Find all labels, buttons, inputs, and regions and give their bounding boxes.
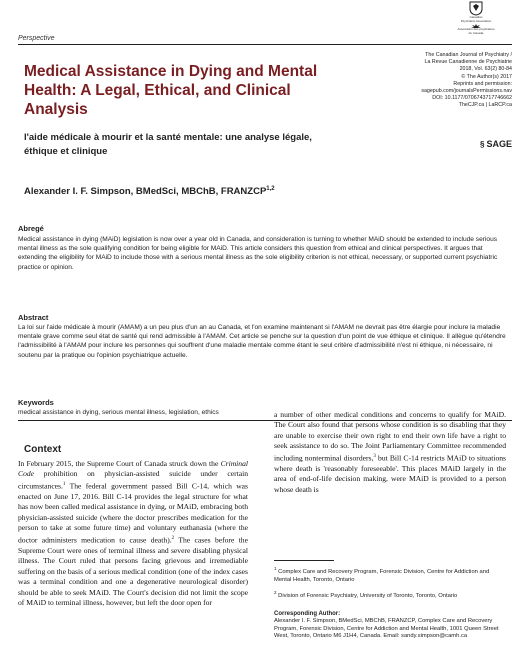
logo-text-2: Psychiatric Association — [460, 18, 492, 23]
context-heading: Context — [24, 444, 62, 455]
doi-link[interactable]: DOI: 10.1177/0706743717746662 — [432, 95, 512, 102]
body-text: a number of other medical conditions and concerns to qualify for MAiD. The Court also found that persons whose condition is so disabling that they are unable to exercise their own right to end their own life have a right to seek assistance to do so. The Joint Parliamentary Committee recommended including nonterminal disorders, — [274, 410, 506, 463]
body-column-right — [274, 410, 506, 495]
body-text: The cases before the Supreme Court were ones of terminal illness and severe disabling physical illness. The Court ruled that persons facing grievous and irremediable suffering on the basis of a serious medical condition (one of the index cases was a terminal condition and one a degenerative neurological disorder) should be able to seek MAiD. The Court's decision did not limit the scope of MAiD to terminal illness, however, but left the door open for — [18, 535, 248, 607]
body-text: In February 2015, the Supreme Court of Canada struck down the — [18, 459, 221, 468]
meta-link[interactable]: sagepub.com/journalsPermissions.nav — [421, 88, 512, 95]
corresponding-author-text: Alexander I. F. Simpson, BMedSci, MBChB, FRANZCP, Complex Care and Recovery Program, Forensic Division, Centre for Addiction and Mental Health, 1001 Queen Street West, Toronto, Ontario M6 J1H4, Canada. Email: sandy.simpson@camh.ca — [274, 618, 499, 640]
publisher-logo — [480, 139, 512, 149]
body-text: but Bill C-14 restricts MAiD to situations where death is 'reasonably foreseeable'. This places MAiD largely in the area of end-of-life decision making, were MAiD is provided to a person whose death is — [274, 453, 506, 494]
author-affiliation-marks: 1,2 — [266, 186, 275, 192]
body-text: prohibition on physician-assisted suicide under certain circumstances. — [18, 469, 248, 491]
body-text: The federal government passed Bill C-14, which was enacted on June 17, 2016. Bill C-14 provides the legal structure for what has now been called medical assistance in dying, or MAiD, embracing both physician-assisted suicide (where the doctor prescribes medication for the person to take at some future time) and voluntary euthanasia (where the doctor administers medication to cause death). — [18, 481, 248, 545]
corresponding-author-heading: Corresponding Author: — [274, 611, 341, 617]
keywords-text: medical assistance in dying, serious mental illness, legislation, ethics — [18, 409, 219, 416]
abstract-text: La loi sur l'aide médicale à mourir (AMAM) a un peu plus d'un an au Canada, et l'on examine maintenant si l'AMAM ne devrait pas être élargie pour inclure la maladie mentale grave comme seul état de santé qui rend admissible à l'AMAM. Cet article se penche sur la question d'un point de vue éthique et clinique. Il allègue qu'étendre l'admissibilité à l'AMAM pour inclure les personnes qui souffrent d'une maladie mentale comme étant le seul critère d'admissibilité n'est ni éthique, ni nécessaire, ni soutenu par la pratique ou l'opinion psychiatrique actuelle. — [18, 324, 506, 359]
citation-ref[interactable]: 3 — [373, 453, 376, 459]
footnote-1 — [274, 565, 506, 585]
meta-line: 2018, Vol. 63(2) 80-84 — [459, 66, 512, 73]
citation-ref[interactable]: 1 — [62, 481, 66, 487]
meta-line: The Canadian Journal of Psychiatry / — [425, 52, 512, 58]
association-logo — [446, 0, 506, 40]
sage-logo-icon: § — [480, 139, 485, 149]
article-title: Medical Assistance in Dying and Mental Health: A Legal, Ethical, and Clinical Analysis — [24, 63, 318, 118]
abstract-heading: Abstract — [18, 313, 49, 322]
header-rule — [18, 44, 512, 45]
keywords-heading: Keywords — [18, 398, 54, 407]
publisher-name: SAGE — [486, 139, 512, 149]
journal-websites[interactable]: TheCJP.ca | LaRCP.ca — [458, 102, 512, 109]
footnote-text: Complex Care and Recovery Program, Forensic Division, Centre for Addiction and Mental Health, Toronto, Ontario — [274, 568, 490, 583]
meta-line: La Revue Canadienne de Psychiatrie — [424, 59, 512, 66]
footnote-2 — [274, 589, 506, 601]
author-line — [24, 186, 275, 197]
footnote-number: 1 — [274, 566, 277, 571]
logo-text-1: Canadian — [469, 15, 483, 19]
abrege-text: Medical assistance in dying (MAiD) legislation is now over a year old in Canada, and consideration is turning to whether MAiD should be extended to include serious mental illness as the sole qualifying condition for being eligible for MAiD. This article considers this question from ethical and clinical perspectives. It argues that extending the eligibility for MAiD to include those with a serious mental illness as the sole eligibility criterion is not ethical, necessary, or supported current psychiatric practice or opinion. — [18, 236, 498, 271]
footnote-number: 2 — [274, 590, 277, 595]
meta-line: © The Author(s) 2017 — [461, 73, 512, 80]
author-name: Alexander I. F. Simpson, BMedSci, MBChB, FRANZCP — [24, 186, 267, 198]
association-crest-icon — [467, 0, 485, 16]
citation-ref[interactable]: 2 — [171, 535, 175, 541]
french-title: l'aide médicale à mourir et la santé mentale: une analyse légale, éthique et clinique — [24, 132, 312, 157]
logo-text-4: du Canada — [468, 30, 484, 35]
footnote-rule — [274, 560, 334, 561]
meta-line: Reprints and permission: — [453, 80, 512, 87]
body-column-left — [18, 459, 248, 608]
journal-meta — [342, 52, 512, 110]
logo-text-3: Association des psychiatres — [457, 27, 495, 31]
footnote-text: Division of Forensic Psychiatry, University of Toronto, Toronto, Ontario — [278, 592, 458, 599]
section-label: Perspective — [18, 35, 55, 42]
abrege-heading: Abregé — [18, 224, 44, 233]
italic-text: Criminal Code — [18, 459, 248, 479]
